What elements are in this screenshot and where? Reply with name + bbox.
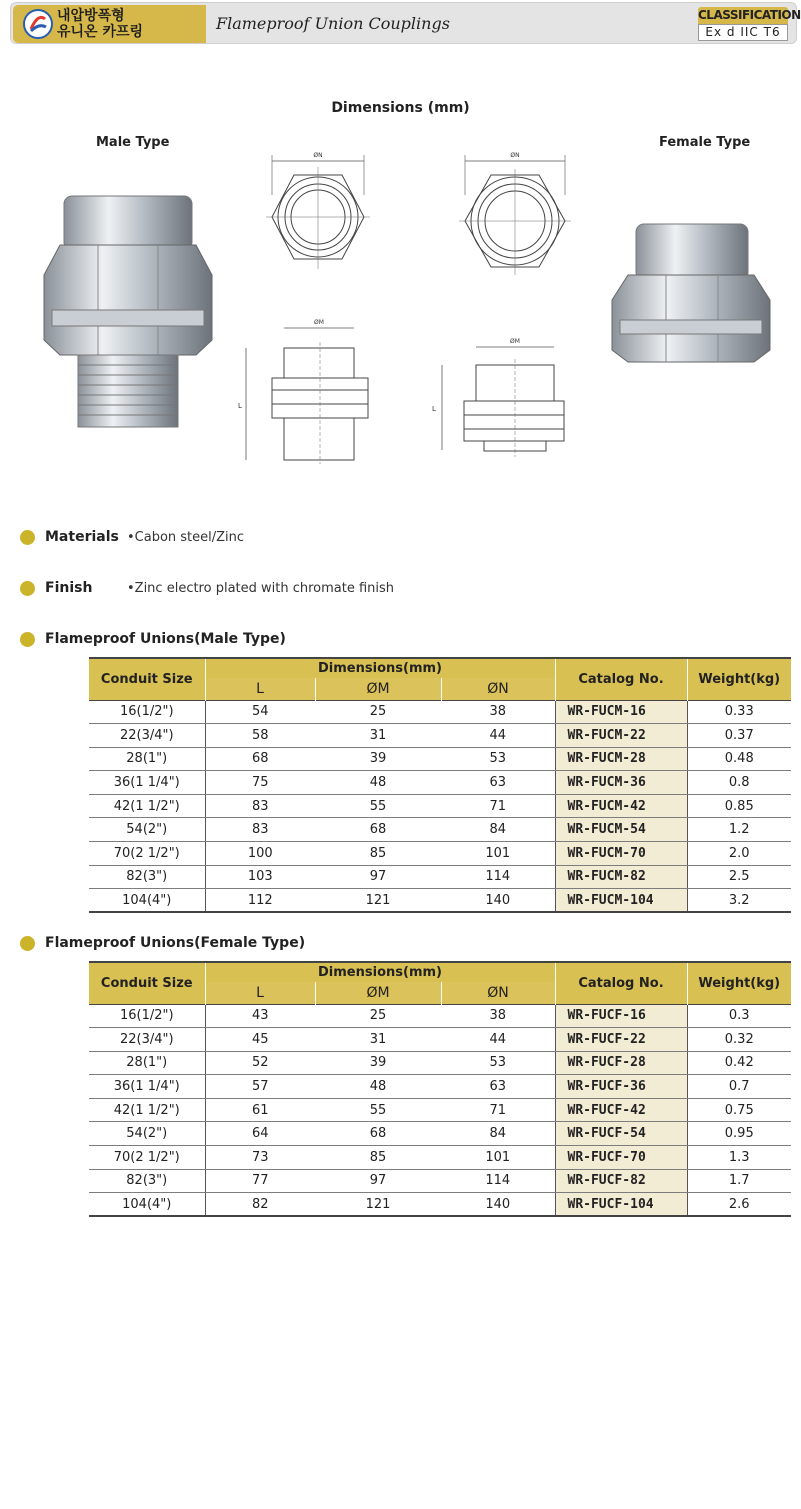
col-weight: Weight(kg): [687, 962, 791, 1004]
table-row: [89, 1122, 791, 1146]
l-cell: 112: [205, 889, 315, 913]
catalog-cell: WR-FUCM-28: [555, 747, 687, 771]
weight-cell: 0.95: [687, 1122, 791, 1146]
table-row: [89, 724, 791, 748]
brand-line-2: 유니온 카프링: [57, 24, 144, 40]
conduit-size-cell: 28(1"): [89, 747, 205, 771]
conduit-size-cell: 16(1/2"): [89, 1004, 205, 1028]
m-cell: 97: [315, 1169, 441, 1193]
table-row: [89, 1169, 791, 1193]
male-table-title: Flameproof Unions(Male Type): [45, 631, 286, 647]
col-conduit-size: Conduit Size: [89, 962, 205, 1004]
n-cell: 71: [441, 794, 555, 818]
weight-cell: 0.48: [687, 747, 791, 771]
classification-value: Ex d IIC T6: [698, 24, 788, 41]
catalog-cell: WR-FUCM-70: [555, 842, 687, 866]
col-weight: Weight(kg): [687, 658, 791, 700]
materials-text: •Cabon steel/Zinc: [127, 529, 245, 545]
brand-text: [57, 8, 143, 40]
conduit-size-cell: 42(1 1/2"): [89, 1098, 205, 1122]
female-table-heading: [20, 935, 305, 951]
male-side-l-label: L: [238, 402, 242, 410]
m-cell: 55: [315, 1098, 441, 1122]
male-side-view-drawing: [232, 312, 382, 467]
l-cell: 52: [205, 1051, 315, 1075]
catalog-cell: WR-FUCM-104: [555, 889, 687, 913]
weight-cell: 0.42: [687, 1051, 791, 1075]
n-cell: 53: [441, 1051, 555, 1075]
n-cell: 44: [441, 1028, 555, 1052]
catalog-cell: WR-FUCF-36: [555, 1075, 687, 1099]
conduit-size-cell: 36(1 1/4"): [89, 771, 205, 795]
catalog-cell: WR-FUCF-42: [555, 1098, 687, 1122]
female-side-view-drawing: [428, 335, 578, 460]
female-top-view-drawing: [453, 145, 578, 290]
catalog-cell: WR-FUCF-70: [555, 1146, 687, 1170]
weight-cell: 2.6: [687, 1193, 791, 1217]
page-header: [10, 2, 801, 44]
materials-row: [20, 529, 244, 545]
l-cell: 100: [205, 842, 315, 866]
bullet-icon: [20, 530, 35, 545]
table-row: [89, 1193, 791, 1217]
table-row: [89, 771, 791, 795]
weight-cell: 0.75: [687, 1098, 791, 1122]
female-union-photo: [608, 220, 773, 365]
col-conduit-size: Conduit Size: [89, 658, 205, 700]
n-cell: 63: [441, 1075, 555, 1099]
n-cell: 140: [441, 889, 555, 913]
finish-label: Finish: [45, 580, 93, 596]
catalog-cell: WR-FUCM-42: [555, 794, 687, 818]
n-cell: 63: [441, 771, 555, 795]
weight-cell: 0.33: [687, 700, 791, 724]
table-row: [89, 700, 791, 724]
conduit-size-cell: 22(3/4"): [89, 724, 205, 748]
male-union-photo: [38, 190, 218, 435]
n-cell: 84: [441, 818, 555, 842]
m-cell: 31: [315, 1028, 441, 1052]
l-cell: 43: [205, 1004, 315, 1028]
female-table-title: Flameproof Unions(Female Type): [45, 935, 306, 951]
l-cell: 75: [205, 771, 315, 795]
table-row: [89, 1028, 791, 1052]
n-cell: 101: [441, 1146, 555, 1170]
m-cell: 121: [315, 1193, 441, 1217]
male-type-label: Male Type: [96, 135, 170, 150]
conduit-size-cell: 54(2"): [89, 1122, 205, 1146]
catalog-cell: WR-FUCF-28: [555, 1051, 687, 1075]
female-type-label: Female Type: [659, 135, 751, 150]
col-m: ØM: [315, 982, 441, 1004]
n-cell: 140: [441, 1193, 555, 1217]
catalog-cell: WR-FUCM-82: [555, 865, 687, 889]
table-row: [89, 865, 791, 889]
m-cell: 48: [315, 1075, 441, 1099]
m-cell: 31: [315, 724, 441, 748]
female-side-m-label: ØM: [510, 338, 520, 345]
catalog-cell: WR-FUCF-16: [555, 1004, 687, 1028]
conduit-size-cell: 70(2 1/2"): [89, 1146, 205, 1170]
m-cell: 68: [315, 1122, 441, 1146]
conduit-size-cell: 28(1"): [89, 1051, 205, 1075]
company-logo-icon: [23, 9, 53, 39]
n-cell: 71: [441, 1098, 555, 1122]
catalog-cell: WR-FUCF-82: [555, 1169, 687, 1193]
female-side-l-label: L: [432, 405, 436, 413]
table-row: [89, 1098, 791, 1122]
weight-cell: 3.2: [687, 889, 791, 913]
finish-text: •Zinc electro plated with chromate finish: [127, 580, 395, 596]
catalog-cell: WR-FUCM-16: [555, 700, 687, 724]
col-dimensions: Dimensions(mm): [205, 962, 555, 982]
conduit-size-cell: 104(4"): [89, 1193, 205, 1217]
l-cell: 68: [205, 747, 315, 771]
l-cell: 73: [205, 1146, 315, 1170]
table-row: [89, 842, 791, 866]
weight-cell: 0.32: [687, 1028, 791, 1052]
conduit-size-cell: 70(2 1/2"): [89, 842, 205, 866]
weight-cell: 0.7: [687, 1075, 791, 1099]
finish-row: [20, 580, 394, 596]
col-l: L: [205, 982, 315, 1004]
n-cell: 101: [441, 842, 555, 866]
weight-cell: 1.3: [687, 1146, 791, 1170]
n-cell: 38: [441, 1004, 555, 1028]
l-cell: 57: [205, 1075, 315, 1099]
m-cell: 121: [315, 889, 441, 913]
l-cell: 103: [205, 865, 315, 889]
conduit-size-cell: 36(1 1/4"): [89, 1075, 205, 1099]
conduit-size-cell: 42(1 1/2"): [89, 794, 205, 818]
table-row: [89, 1051, 791, 1075]
m-cell: 55: [315, 794, 441, 818]
male-top-n-label: ØN: [313, 152, 323, 159]
male-top-view-drawing: [258, 145, 378, 285]
catalog-cell: WR-FUCF-104: [555, 1193, 687, 1217]
table-row: [89, 1146, 791, 1170]
weight-cell: 0.8: [687, 771, 791, 795]
l-cell: 82: [205, 1193, 315, 1217]
col-l: L: [205, 678, 315, 700]
male-spec-table: [89, 657, 791, 913]
m-cell: 68: [315, 818, 441, 842]
conduit-size-cell: 54(2"): [89, 818, 205, 842]
page-title: Flameproof Union Couplings: [216, 14, 450, 33]
classification-label: CLASSIFICATION: [698, 8, 801, 22]
l-cell: 64: [205, 1122, 315, 1146]
brand-block: [13, 5, 206, 43]
table-row: [89, 818, 791, 842]
bullet-icon: [20, 632, 35, 647]
m-cell: 48: [315, 771, 441, 795]
m-cell: 85: [315, 1146, 441, 1170]
m-cell: 25: [315, 700, 441, 724]
table-row: [89, 1004, 791, 1028]
materials-label: Materials: [45, 529, 119, 545]
col-n: ØN: [441, 982, 555, 1004]
catalog-cell: WR-FUCM-54: [555, 818, 687, 842]
classification-box: [698, 7, 801, 41]
m-cell: 39: [315, 747, 441, 771]
col-m: ØM: [315, 678, 441, 700]
m-cell: 39: [315, 1051, 441, 1075]
l-cell: 83: [205, 794, 315, 818]
n-cell: 114: [441, 865, 555, 889]
n-cell: 53: [441, 747, 555, 771]
conduit-size-cell: 16(1/2"): [89, 700, 205, 724]
catalog-cell: WR-FUCM-22: [555, 724, 687, 748]
weight-cell: 2.5: [687, 865, 791, 889]
catalog-cell: WR-FUCF-54: [555, 1122, 687, 1146]
l-cell: 54: [205, 700, 315, 724]
n-cell: 114: [441, 1169, 555, 1193]
brand-line-1: 내압방폭형: [57, 8, 125, 24]
weight-cell: 1.7: [687, 1169, 791, 1193]
conduit-size-cell: 22(3/4"): [89, 1028, 205, 1052]
n-cell: 44: [441, 724, 555, 748]
female-spec-table: [89, 961, 791, 1217]
l-cell: 61: [205, 1098, 315, 1122]
m-cell: 85: [315, 842, 441, 866]
table-row: [89, 889, 791, 913]
weight-cell: 2.0: [687, 842, 791, 866]
female-top-n-label: ØN: [510, 152, 520, 159]
weight-cell: 0.85: [687, 794, 791, 818]
catalog-cell: WR-FUCM-36: [555, 771, 687, 795]
m-cell: 25: [315, 1004, 441, 1028]
m-cell: 97: [315, 865, 441, 889]
bullet-icon: [20, 936, 35, 951]
weight-cell: 0.37: [687, 724, 791, 748]
weight-cell: 0.3: [687, 1004, 791, 1028]
col-catalog: Catalog No.: [555, 658, 687, 700]
catalog-cell: WR-FUCF-22: [555, 1028, 687, 1052]
n-cell: 38: [441, 700, 555, 724]
l-cell: 45: [205, 1028, 315, 1052]
conduit-size-cell: 82(3"): [89, 865, 205, 889]
table-row: [89, 747, 791, 771]
dimensions-title: Dimensions (mm): [331, 100, 470, 116]
col-n: ØN: [441, 678, 555, 700]
weight-cell: 1.2: [687, 818, 791, 842]
conduit-size-cell: 82(3"): [89, 1169, 205, 1193]
table-row: [89, 1075, 791, 1099]
col-dimensions: Dimensions(mm): [205, 658, 555, 678]
conduit-size-cell: 104(4"): [89, 889, 205, 913]
l-cell: 83: [205, 818, 315, 842]
male-side-m-label: ØM: [314, 319, 324, 326]
l-cell: 58: [205, 724, 315, 748]
table-row: [89, 794, 791, 818]
n-cell: 84: [441, 1122, 555, 1146]
l-cell: 77: [205, 1169, 315, 1193]
male-table-heading: [20, 631, 286, 647]
bullet-icon: [20, 581, 35, 596]
col-catalog: Catalog No.: [555, 962, 687, 1004]
